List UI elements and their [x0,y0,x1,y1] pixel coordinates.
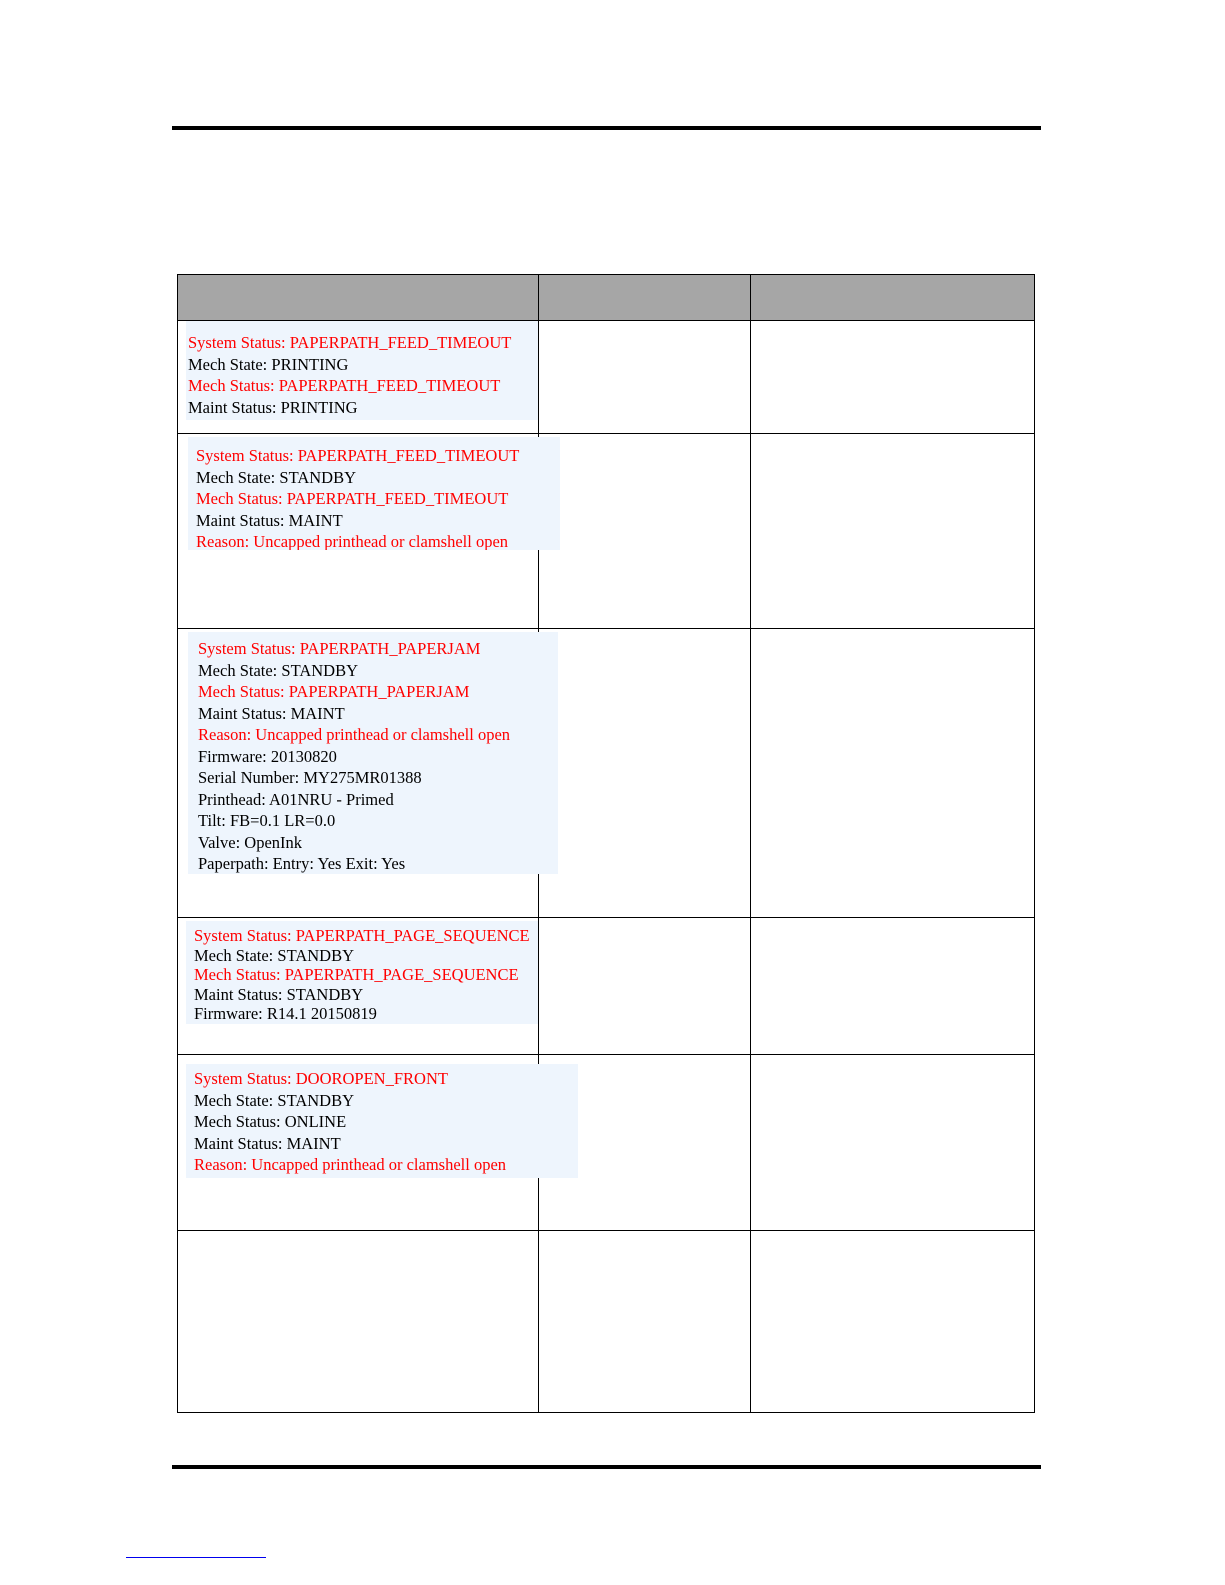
bottom-rule [172,1465,1041,1469]
footer-link-underline[interactable] [126,1557,266,1558]
status-table [177,274,1035,1413]
status-line: System Status: PAPERPATH_FEED_TIMEOUT [196,446,520,465]
table-header-cell [539,275,750,321]
table-cell [750,1055,1034,1231]
status-screenshot [186,1064,578,1178]
table-cell [178,1231,539,1413]
table-row [178,1055,1035,1231]
status-line: Mech State: STANDBY [196,467,356,487]
status-line: Mech Status: PAPERPATH_PAPERJAM [198,682,470,701]
status-line: Reason: Uncapped printhead or clamshell open [196,532,509,550]
table-cell [539,1231,750,1413]
status-line: System Status: PAPERPATH_PAGE_SEQUENCE [194,926,530,945]
table-cell [539,1055,750,1231]
table-header-cell [178,275,539,321]
table-cell [750,629,1034,918]
table-cell [539,434,750,629]
status-line: Mech Status: ONLINE [194,1112,347,1131]
table-row [178,321,1035,434]
status-line: Mech Status: PAPERPATH_FEED_TIMEOUT [196,489,509,508]
status-line: Paperpath: Entry: Yes Exit: Yes [198,854,406,873]
status-line: Printhead: A01NRU - Primed [198,789,394,809]
table-cell [539,321,750,434]
status-line: System Status: PAPERPATH_FEED_TIMEOUT [188,333,512,352]
status-cell [178,1055,539,1231]
status-line: Maint Status: STANDBY [194,984,364,1004]
status-cell [178,918,539,1055]
table-cell [539,629,750,918]
status-line: Reason: Uncapped printhead or clamshell open [194,1155,507,1174]
table-cell [539,918,750,1055]
table-row [178,1231,1035,1413]
status-line: Mech State: STANDBY [194,945,354,965]
status-line: System Status: DOOROPEN_FRONT [194,1069,448,1088]
status-screenshot [188,437,560,550]
table-row [178,434,1035,629]
status-line: System Status: PAPERPATH_PAPERJAM [198,639,481,658]
status-line: Maint Status: MAINT [198,703,345,723]
top-rule [172,126,1041,130]
status-line: Tilt: FB=0.1 LR=0.0 [198,811,336,830]
status-line: Mech State: STANDBY [194,1090,354,1110]
status-line: Reason: Uncapped printhead or clamshell open [198,725,511,744]
status-line: Mech State: PRINTING [188,354,349,374]
status-line: Maint Status: MAINT [194,1133,341,1153]
status-screenshot [186,321,538,420]
status-line: Mech Status: PAPERPATH_FEED_TIMEOUT [188,376,501,395]
status-line: Firmware: 20130820 [198,746,337,766]
status-line: Firmware: R14.1 20150819 [194,1004,377,1023]
status-screenshot [186,921,538,1024]
status-cell [178,321,539,434]
status-line: Mech Status: PAPERPATH_PAGE_SEQUENCE [194,965,519,984]
status-cell [178,629,539,918]
table-header-row [178,275,1035,321]
table-row [178,918,1035,1055]
table-header-cell [750,275,1034,321]
status-line: Maint Status: PRINTING [188,397,358,417]
table-row [178,629,1035,918]
table-cell [750,918,1034,1055]
status-line: Valve: OpenInk [198,832,303,852]
status-cell [178,434,539,629]
status-screenshot [188,632,558,874]
table-cell [750,321,1034,434]
table-cell [750,434,1034,629]
status-line: Serial Number: MY275MR01388 [198,768,422,787]
status-line: Mech State: STANDBY [198,660,358,680]
table-cell [750,1231,1034,1413]
status-line: Maint Status: MAINT [196,510,343,530]
